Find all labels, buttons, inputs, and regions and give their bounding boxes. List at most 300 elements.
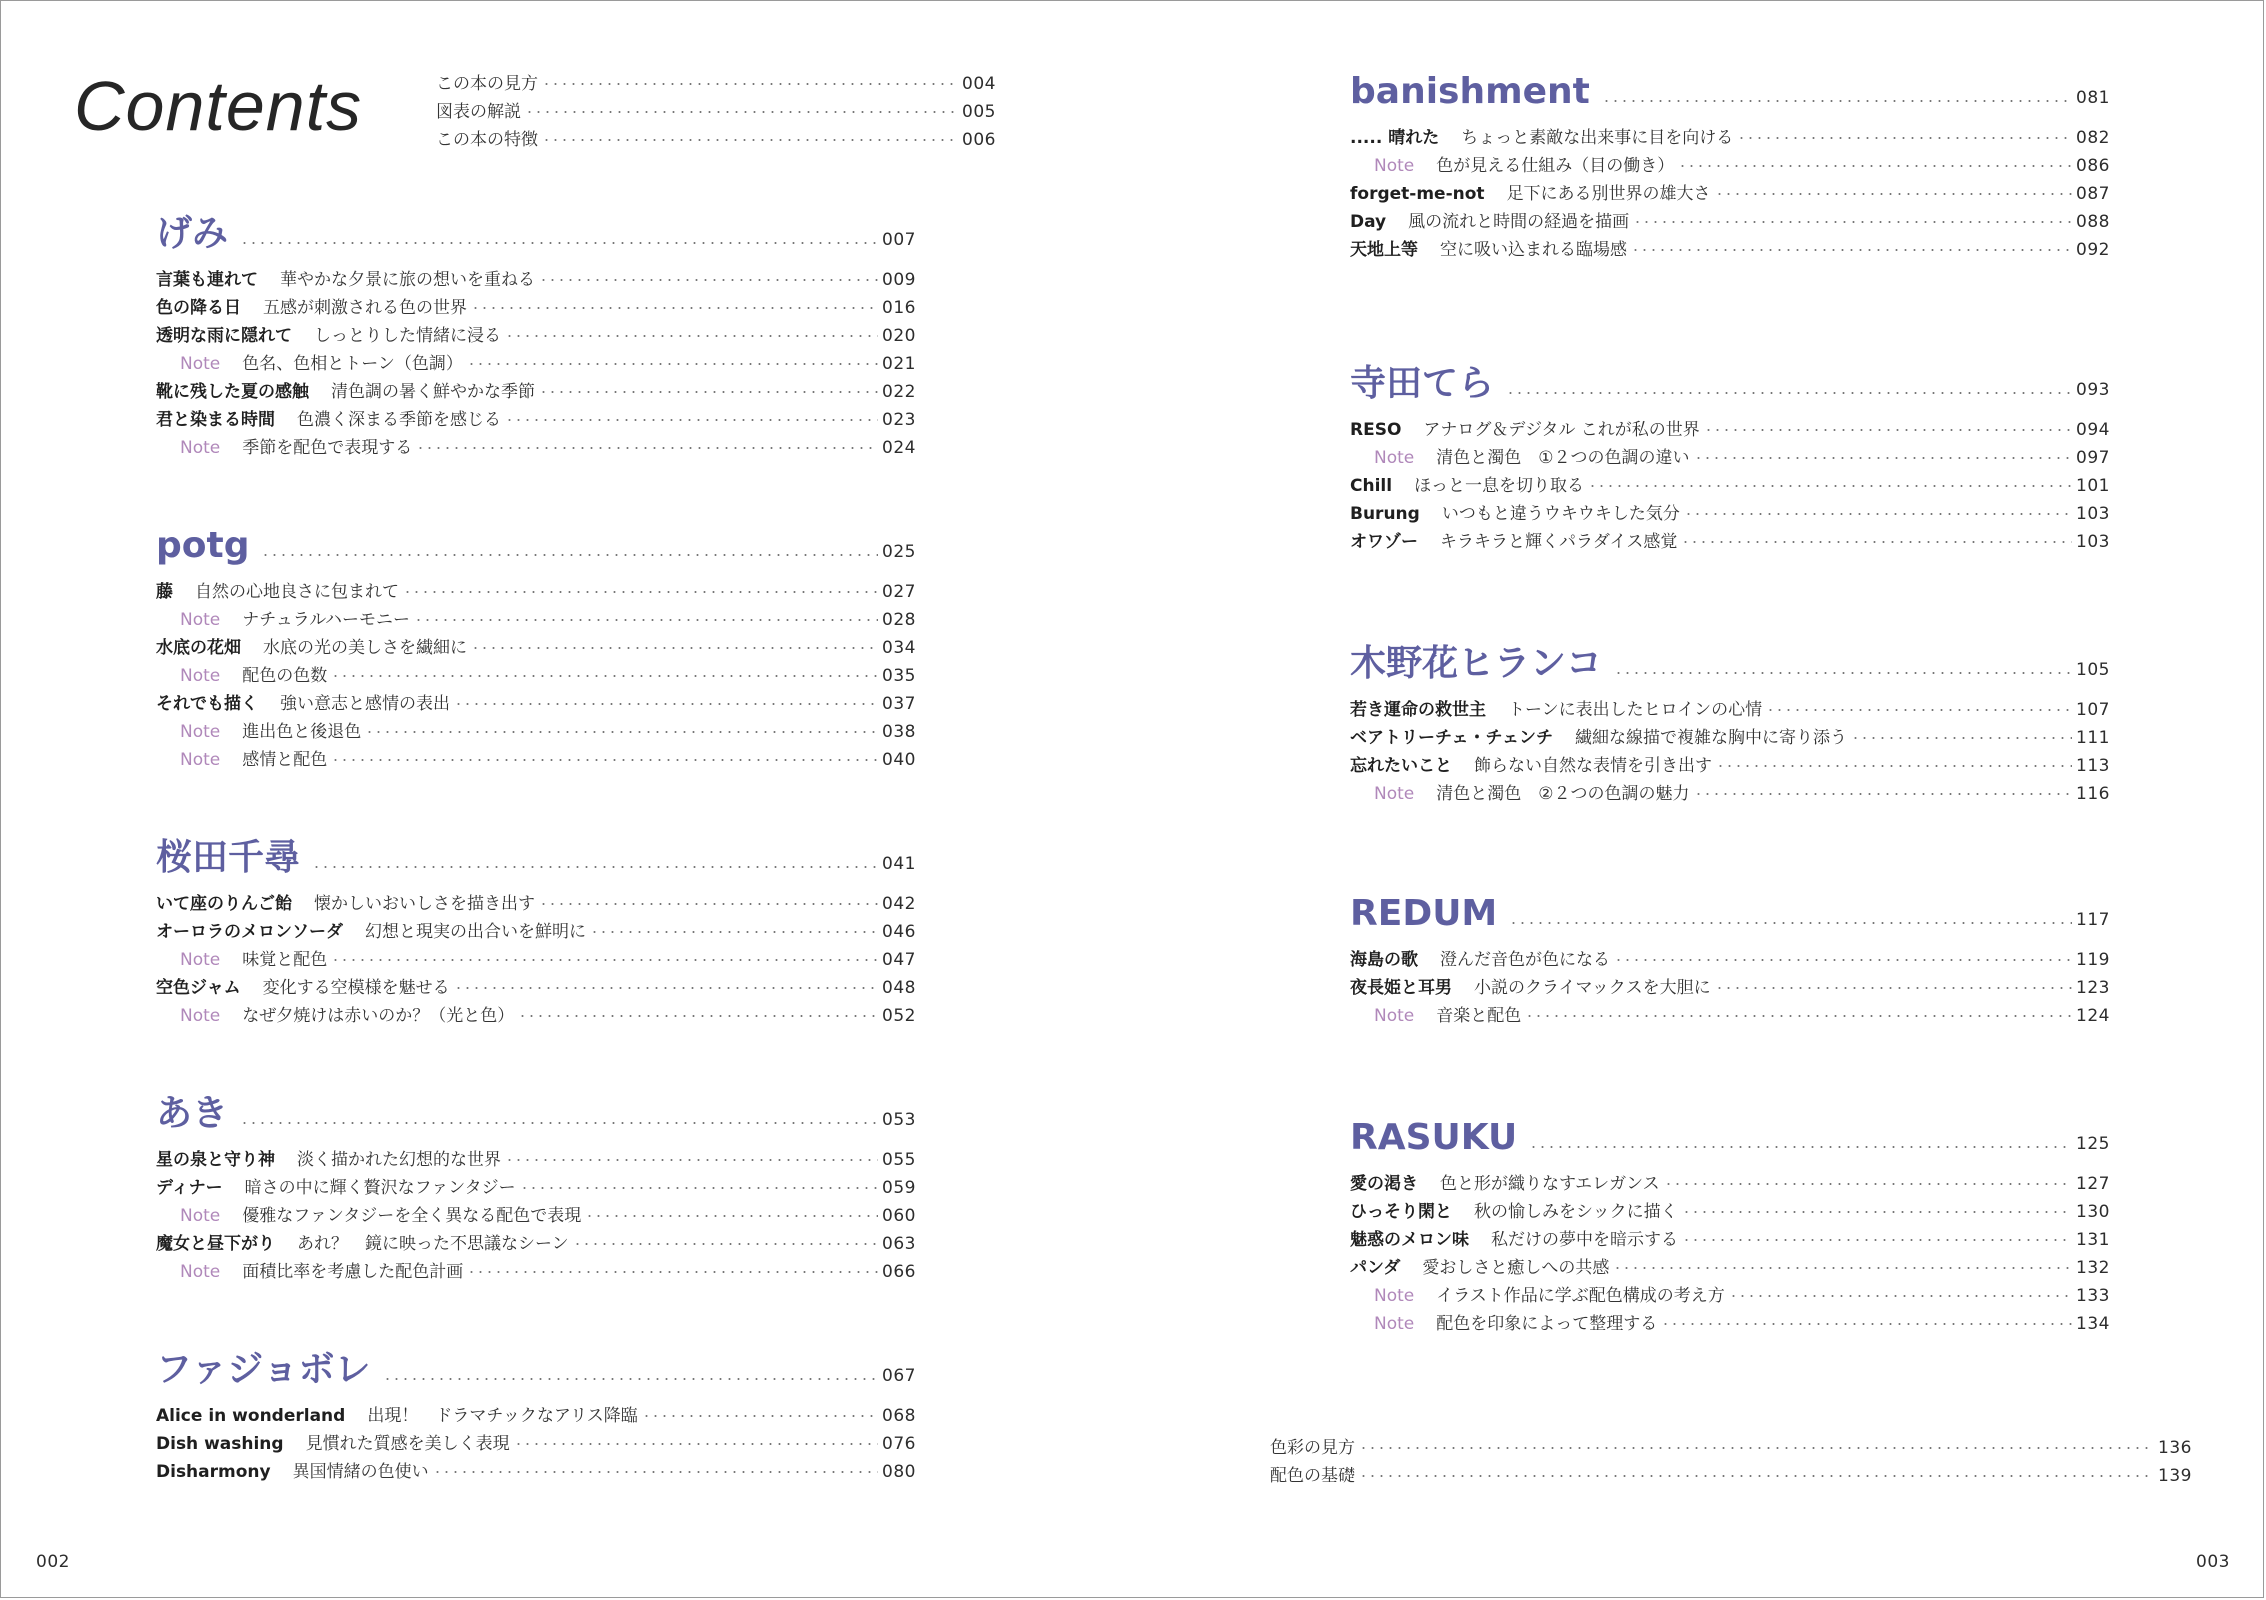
entry-title: Note	[1374, 1314, 1415, 1334]
leader-dots	[505, 419, 878, 421]
section-potg	[156, 518, 916, 774]
note-entry[interactable]	[1350, 1310, 2110, 1338]
entry-description: 小説のクライマックスを大胆に	[1474, 978, 1711, 998]
entry-title: Note	[180, 722, 221, 742]
entry-title: Note	[180, 666, 221, 686]
toc-entry[interactable]	[1350, 1226, 2110, 1254]
leader-dots	[1661, 1323, 2072, 1325]
note-entry[interactable]	[156, 946, 916, 974]
entry-description: 暗さの中に輝く贅沢なファンタジー	[244, 1178, 516, 1198]
section-heading[interactable]	[156, 206, 916, 262]
note-entry[interactable]	[156, 606, 916, 634]
page-number: 005	[962, 102, 996, 122]
leader-dots	[471, 647, 878, 649]
entry-title: Note	[1374, 1006, 1415, 1026]
page-number: 101	[2076, 476, 2110, 496]
page-number: 087	[2076, 184, 2110, 204]
page-number: 059	[882, 1178, 916, 1198]
entry-title: Dish washing	[156, 1434, 284, 1454]
entry-title: Note	[180, 438, 221, 458]
page-number: 105	[2076, 660, 2110, 680]
entry-description: 色が見える仕組み（目の働き）	[1436, 156, 1675, 176]
leader-dots	[525, 111, 958, 113]
leader-dots	[240, 242, 878, 244]
entry-description: 季節を配色で表現する	[242, 438, 413, 458]
entry-title: 忘れたいこと	[1350, 756, 1452, 776]
section-aki	[156, 1086, 916, 1286]
page-number: 076	[882, 1434, 916, 1454]
leader-dots	[1613, 1267, 2072, 1269]
section-heading[interactable]	[156, 1086, 916, 1142]
entry-description: 優雅なファンタジーを全く異なる配色で表現	[242, 1206, 582, 1226]
artist-name: 桜田千尋	[156, 837, 301, 878]
entry-description: 見慣れた質感を美しく表現	[305, 1434, 510, 1454]
toc-entry[interactable]	[1350, 724, 2110, 752]
toc-entry[interactable]	[156, 578, 916, 606]
entry-description: キラキラと輝くパラダイス感覚	[1440, 532, 1678, 552]
entry-title: ..... 晴れた	[1350, 128, 1440, 148]
artist-name: RASUKU	[1350, 1117, 1518, 1158]
entry-title: Disharmony	[156, 1462, 271, 1482]
entry-description: 清色と濁色 ②２つの色調の魅力	[1436, 784, 1690, 804]
section-gemi	[156, 206, 916, 462]
page-number: 093	[2076, 380, 2110, 400]
appendix-list	[1270, 1434, 2192, 1490]
entry-title: 夜長姫と耳男	[1350, 978, 1452, 998]
leader-dots	[514, 1443, 878, 1445]
entry-description: 音楽と配色	[1436, 1006, 1522, 1026]
entry-description: 繊細な線描で複雑な胸中に寄り添う	[1574, 728, 1847, 748]
section-kinoka-hiranko	[1350, 636, 2110, 808]
entry-title: forget-me-not	[1350, 184, 1485, 204]
entry-description: いつもと違うウキウキした気分	[1441, 504, 1680, 524]
entry-title: Note	[1374, 448, 1415, 468]
page-number: 119	[2076, 950, 2110, 970]
entry-description: 面積比率を考慮した配色計画	[242, 1262, 464, 1282]
page-number: 123	[2076, 978, 2110, 998]
leader-dots	[573, 1243, 878, 1245]
entry-description: 幻想と現実の出合いを鮮明に	[365, 922, 586, 942]
entry-title: オワゾー	[1350, 532, 1418, 552]
entry-description: 配色の色数	[242, 666, 328, 686]
entry-title: 天地上等	[1350, 240, 1418, 260]
leader-dots	[1681, 541, 2072, 543]
note-entry[interactable]	[156, 350, 916, 378]
note-entry[interactable]	[1350, 1282, 2110, 1310]
section-rasuku	[1350, 1110, 2110, 1338]
entry-description: 澄んだ音色が色になる	[1440, 950, 1610, 970]
section-sakurada-chihiro	[156, 830, 916, 1030]
leader-dots	[520, 1187, 878, 1189]
page-number: 041	[882, 854, 916, 874]
toc-entry[interactable]	[156, 294, 916, 322]
entry-title: 愛の渇き	[1350, 1174, 1418, 1194]
entry-title: 若き運命の救世主	[1350, 700, 1486, 720]
entry-title: RESO	[1350, 420, 1402, 440]
toc-entry[interactable]	[156, 918, 916, 946]
entry-title: Note	[180, 1262, 221, 1282]
toc-entry[interactable]	[1350, 500, 2110, 528]
section-heading[interactable]	[156, 1342, 916, 1398]
appendix-item[interactable]	[1270, 1434, 2192, 1462]
entry-title: 色の降る日	[156, 298, 241, 318]
intro-item[interactable]	[436, 70, 996, 98]
leader-dots	[1766, 709, 2072, 711]
leader-dots	[505, 335, 878, 337]
toc-entry[interactable]	[156, 690, 916, 718]
right-folio: 003	[2196, 1552, 2230, 1572]
leader-dots	[1704, 429, 2072, 431]
entry-title: ひっそり閑と	[1350, 1202, 1452, 1222]
leader-dots	[1851, 737, 2072, 739]
toc-entry[interactable]	[1350, 472, 2110, 500]
note-entry[interactable]	[156, 718, 916, 746]
entry-title: 海島の歌	[1350, 950, 1418, 970]
section-terada-tera	[1350, 356, 2110, 556]
page-number: 103	[2076, 532, 2110, 552]
entry-description: 進出色と後退色	[242, 722, 362, 742]
entry-title: 君と染まる時間	[156, 410, 275, 430]
page-number: 066	[882, 1262, 916, 1282]
page-number: 021	[882, 354, 916, 374]
leader-dots	[1664, 1183, 2072, 1185]
page-number: 063	[882, 1234, 916, 1254]
toc-entry[interactable]	[156, 1174, 916, 1202]
toc-entry[interactable]	[1350, 696, 2110, 724]
appendix-item-text: 色彩の見方	[1270, 1438, 1355, 1458]
toc-entry[interactable]	[1350, 528, 2110, 556]
toc-entry[interactable]	[156, 378, 916, 406]
page-number: 117	[2076, 910, 2110, 930]
artist-name: potg	[156, 525, 250, 566]
leader-dots	[383, 1378, 878, 1380]
entry-title: Note	[1374, 1286, 1415, 1306]
page-number: 136	[2158, 1438, 2192, 1458]
page-number: 116	[2076, 784, 2110, 804]
note-entry[interactable]	[1350, 780, 2110, 808]
page-number: 022	[882, 382, 916, 402]
entry-description: 配色を印象によって整理する	[1436, 1314, 1658, 1334]
entry-description: 感情と配色	[242, 750, 328, 770]
note-entry[interactable]	[156, 1202, 916, 1230]
leader-dots	[1602, 100, 2072, 102]
entry-description: 強い意志と感情の表出	[280, 694, 450, 714]
page-number: 130	[2076, 1202, 2110, 1222]
section-heading[interactable]	[1350, 356, 2110, 412]
page-number: 131	[2076, 1230, 2110, 1250]
toc-entry[interactable]	[156, 322, 916, 350]
page-number: 037	[882, 694, 916, 714]
entry-description: 懐かしいおいしさを描き出す	[314, 894, 535, 914]
section-heading[interactable]	[156, 518, 916, 574]
artist-name: REDUM	[1350, 893, 1498, 934]
intro-list	[436, 70, 996, 154]
page-number: 082	[2076, 128, 2110, 148]
leader-dots	[416, 447, 878, 449]
intro-item[interactable]	[436, 126, 996, 154]
leader-dots	[1359, 1475, 2154, 1477]
page-number: 035	[882, 666, 916, 686]
leader-dots	[365, 731, 878, 733]
entry-title: 星の泉と守り神	[156, 1150, 275, 1170]
page-number: 027	[882, 582, 916, 602]
toc-entry[interactable]	[156, 406, 916, 434]
note-entry[interactable]	[1350, 444, 2110, 472]
toc-entry[interactable]	[1350, 236, 2110, 264]
artist-name: 寺田てら	[1350, 363, 1495, 404]
artist-name: あき	[156, 1093, 229, 1134]
page-number: 040	[882, 750, 916, 770]
entry-description: 色濃く深まる季節を感じる	[297, 410, 501, 430]
leader-dots	[467, 1271, 878, 1273]
page-number: 103	[2076, 504, 2110, 524]
entry-description: 自然の心地良さに包まれて	[195, 582, 399, 602]
entry-title: Day	[1350, 212, 1387, 232]
toc-entry[interactable]	[156, 1458, 916, 1486]
page-number: 139	[2158, 1466, 2192, 1486]
entry-title: Note	[1374, 156, 1415, 176]
entry-description: 私だけの夢中を暗示する	[1491, 1230, 1678, 1250]
entry-title: いて座のりんご飴	[156, 894, 292, 914]
leader-dots	[433, 1471, 878, 1473]
page-number: 092	[2076, 240, 2110, 260]
entry-description: 味覚と配色	[242, 950, 328, 970]
section-heading[interactable]	[1350, 1110, 2110, 1166]
leader-dots	[590, 931, 878, 933]
leader-dots	[642, 1415, 878, 1417]
page-number: 042	[882, 894, 916, 914]
page-number: 132	[2076, 1258, 2110, 1278]
leader-dots	[1506, 392, 2072, 394]
leader-dots	[505, 1159, 878, 1161]
toc-entry[interactable]	[1350, 974, 2110, 1002]
entry-description: トーンに表出したヒロインの心情	[1508, 700, 1763, 720]
entry-description: 愛おしさと癒しへの共感	[1422, 1258, 1610, 1278]
entry-title: Note	[180, 354, 221, 374]
note-entry[interactable]	[156, 1258, 916, 1286]
entry-title: Note	[1374, 784, 1415, 804]
entry-title: 言葉も連れて	[156, 270, 258, 290]
entry-title: Note	[180, 1006, 221, 1026]
page-number: 067	[882, 1366, 916, 1386]
toc-entry[interactable]	[1350, 946, 2110, 974]
entry-description: 空に吸い込まれる臨場感	[1440, 240, 1627, 260]
leader-dots	[240, 1122, 878, 1124]
intro-item-text: 図表の解説	[436, 102, 521, 122]
leader-dots	[1631, 249, 2072, 251]
entry-title: Note	[180, 610, 221, 630]
page-number: 113	[2076, 756, 2110, 776]
page-number: 024	[882, 438, 916, 458]
toc-entry[interactable]	[156, 890, 916, 918]
note-entry[interactable]	[156, 434, 916, 462]
leader-dots	[585, 1215, 878, 1217]
toc-entry[interactable]	[1350, 1170, 2110, 1198]
toc-entry[interactable]	[156, 634, 916, 662]
entry-title: Note	[180, 750, 221, 770]
page-number: 009	[882, 270, 916, 290]
page-number: 094	[2076, 420, 2110, 440]
leader-dots	[1588, 485, 2072, 487]
page-number: 124	[2076, 1006, 2110, 1026]
entry-description: 出現！ ドラマチックなアリス降臨	[367, 1406, 638, 1426]
entry-description: アナログ＆デジタル これが私の世界	[1423, 420, 1700, 440]
leader-dots	[331, 759, 878, 761]
note-entry[interactable]	[156, 1002, 916, 1030]
artist-name: ファジョボレ	[156, 1349, 371, 1390]
page-number: 020	[882, 326, 916, 346]
leader-dots	[261, 554, 878, 556]
leader-dots	[542, 83, 958, 85]
entry-title: 水底の花畑	[156, 638, 241, 658]
leader-dots	[1715, 193, 2072, 195]
leader-dots	[414, 619, 878, 621]
entry-description: ナチュラルハーモニー	[242, 610, 411, 630]
page-number: 107	[2076, 700, 2110, 720]
toc-entry[interactable]	[1350, 124, 2110, 152]
entry-description: 風の流れと時間の経過を描画	[1408, 212, 1630, 232]
leader-dots	[1359, 1447, 2154, 1449]
toc-entry[interactable]	[156, 266, 916, 294]
leader-dots	[1633, 221, 2072, 223]
page-number: 006	[962, 130, 996, 150]
page-number: 097	[2076, 448, 2110, 468]
appendix-item[interactable]	[1270, 1462, 2192, 1490]
toc-entry[interactable]	[1350, 1198, 2110, 1226]
entry-description: ほっと一息を切り取る	[1414, 476, 1585, 496]
entry-description: 清色調の暑く鮮やかな季節	[331, 382, 535, 402]
leader-dots	[539, 279, 878, 281]
leader-dots	[1684, 513, 2072, 515]
left-folio: 002	[36, 1552, 70, 1572]
entry-title: ベアトリーチェ・チェンチ	[1350, 728, 1553, 748]
entry-description: イラスト作品に学ぶ配色構成の考え方	[1436, 1286, 1725, 1306]
entry-description: 水底の光の美しさを繊細に	[263, 638, 467, 658]
page-number: 127	[2076, 1174, 2110, 1194]
entry-description: なぜ夕焼けは赤いのか？（光と色）	[242, 1006, 515, 1026]
entry-title: オーロラのメロンソーダ	[156, 922, 343, 942]
leader-dots	[403, 591, 878, 593]
entry-description: 清色と濁色 ①２つの色調の違い	[1436, 448, 1690, 468]
section-heading[interactable]	[1350, 636, 2110, 692]
page-number: 048	[882, 978, 916, 998]
section-banishment	[1350, 64, 2110, 264]
entry-description: 色名、色相とトーン（色調）	[242, 354, 463, 374]
page-number: 007	[882, 230, 916, 250]
leader-dots	[542, 139, 958, 141]
leader-dots	[1682, 1239, 2072, 1241]
toc-entry[interactable]	[1350, 416, 2110, 444]
section-redum	[1350, 886, 2110, 1030]
entry-title: 魔女と昼下がり	[156, 1234, 275, 1254]
artist-name: げみ	[156, 213, 229, 254]
note-entry[interactable]	[156, 662, 916, 690]
toc-entry[interactable]	[1350, 752, 2110, 780]
leader-dots	[1715, 987, 2072, 989]
entry-description: 華やかな夕景に旅の想いを重ねる	[280, 270, 535, 290]
appendix-item-text: 配色の基礎	[1270, 1466, 1355, 1486]
entry-description: 五感が刺激される色の世界	[263, 298, 467, 318]
entry-description: あれ？ 鏡に映った不思議なシーン	[297, 1234, 569, 1254]
toc-entry[interactable]	[156, 1430, 916, 1458]
contents-title: Contents	[74, 67, 363, 145]
entry-title: ディナー	[156, 1178, 223, 1198]
leader-dots	[1682, 1211, 2072, 1213]
note-entry[interactable]	[1350, 152, 2110, 180]
entry-title: Note	[180, 950, 221, 970]
page-number: 028	[882, 610, 916, 630]
leader-dots	[471, 307, 878, 309]
page-number: 004	[962, 74, 996, 94]
page-number: 023	[882, 410, 916, 430]
page-number: 034	[882, 638, 916, 658]
toc-entry[interactable]	[156, 1402, 916, 1430]
leader-dots	[312, 866, 878, 868]
page-number: 133	[2076, 1286, 2110, 1306]
page-number: 047	[882, 950, 916, 970]
page-number: 060	[882, 1206, 916, 1226]
intro-item[interactable]	[436, 98, 996, 126]
leader-dots	[331, 675, 878, 677]
entry-description: 飾らない自然な表情を引き出す	[1474, 756, 1712, 776]
leader-dots	[539, 903, 878, 905]
leader-dots	[1716, 765, 2072, 767]
entry-description: ちょっと素敵な出来事に目を向ける	[1461, 128, 1734, 148]
leader-dots	[467, 363, 878, 365]
page-number: 025	[882, 542, 916, 562]
entry-description: 変化する空模様を魅せる	[262, 978, 450, 998]
entry-description: 足下にある別世界の雄大さ	[1506, 184, 1711, 204]
page-number: 088	[2076, 212, 2110, 232]
entry-title: Note	[180, 1206, 221, 1226]
toc-entry[interactable]	[156, 1230, 916, 1258]
entry-title: Burung	[1350, 504, 1420, 524]
entry-description: 秋の愉しみをシックに描く	[1474, 1202, 1678, 1222]
toc-entry[interactable]	[156, 974, 916, 1002]
note-entry[interactable]	[156, 746, 916, 774]
leader-dots	[1529, 1146, 2072, 1148]
section-heading[interactable]	[156, 830, 916, 886]
leader-dots	[1678, 165, 2072, 167]
entry-title: 魅惑のメロン味	[1350, 1230, 1469, 1250]
entry-description: 色と形が織りなすエレガンス	[1440, 1174, 1660, 1194]
leader-dots	[1737, 137, 2072, 139]
leader-dots	[1729, 1295, 2072, 1297]
page-number: 052	[882, 1006, 916, 1026]
artist-name: 木野花ヒランコ	[1350, 643, 1603, 684]
entry-title: 靴に残した夏の感触	[156, 382, 309, 402]
section-heading[interactable]	[1350, 886, 2110, 942]
page-number: 134	[2076, 1314, 2110, 1334]
note-entry[interactable]	[1350, 1002, 2110, 1030]
toc-entry[interactable]	[1350, 208, 2110, 236]
toc-entry[interactable]	[1350, 180, 2110, 208]
leader-dots	[1614, 959, 2072, 961]
leader-dots	[518, 1015, 878, 1017]
toc-entry[interactable]	[156, 1146, 916, 1174]
page-number: 068	[882, 1406, 916, 1426]
page-number: 086	[2076, 156, 2110, 176]
leader-dots	[1614, 672, 2072, 674]
section-heading[interactable]	[1350, 64, 2110, 120]
entry-description: 異国情緒の色使い	[292, 1462, 429, 1482]
entry-title: それでも描く	[156, 694, 258, 714]
toc-entry[interactable]	[1350, 1254, 2110, 1282]
entry-title: 藤	[156, 582, 173, 602]
leader-dots	[1525, 1015, 2072, 1017]
page-number: 046	[882, 922, 916, 942]
page-number: 016	[882, 298, 916, 318]
